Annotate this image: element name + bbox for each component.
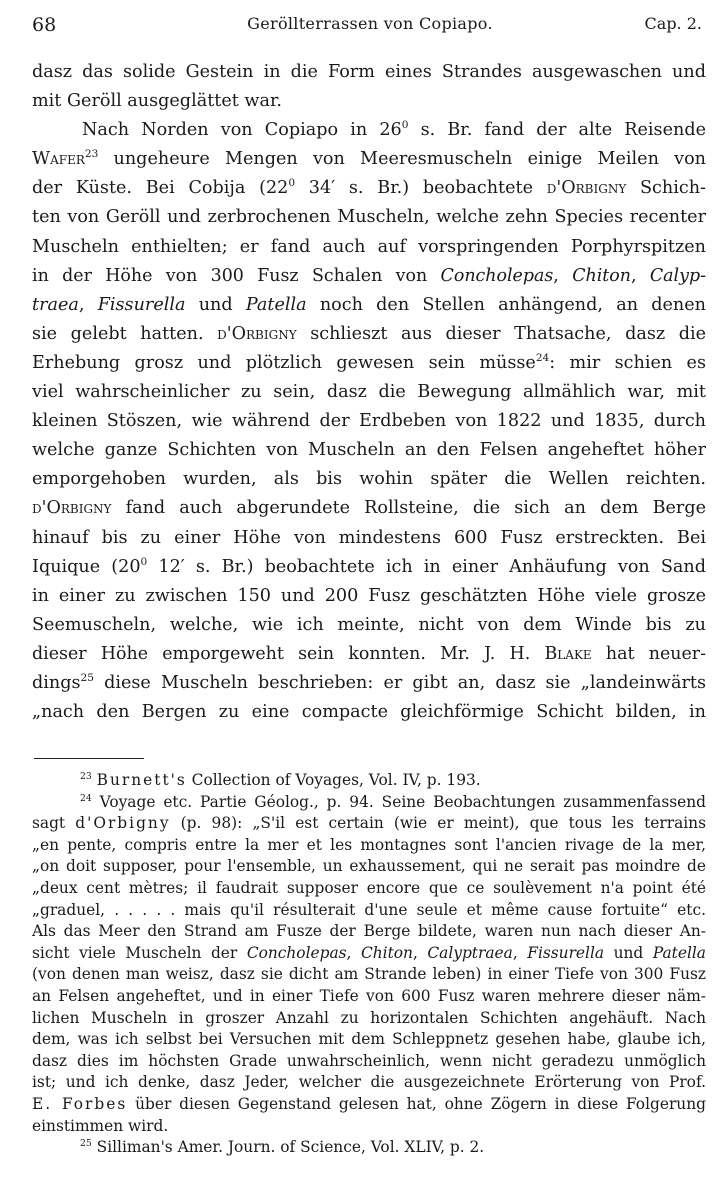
text-line: „nach den Bergen zu eine compacte gleichförmige Schicht bilden, in xyxy=(32,702,706,723)
author-name: d'Orbigny xyxy=(217,323,297,344)
footnotes xyxy=(32,770,706,1159)
footnote-25: $^{25}$ Silliman's Amer. Journ. of Science, Vol. XLIV, p. 2. xyxy=(80,1138,485,1157)
running-title: Geröllterrassen von Copiapo. xyxy=(247,14,493,33)
text-line: Iquique ($20^0$ 12′ s. Br.) beobachtete ich in einer Anhäufung von Sand xyxy=(32,555,706,577)
text-line: Muscheln enthielten; er fand auch auf vorspringenden Porphyrspitzen xyxy=(32,236,706,257)
text-line: kleinen Stöszen, wie während der Erdbeben von 1822 und 1835, durch xyxy=(32,411,706,432)
footnote-line: ist; und ich denke, dasz Jeder, welcher die ausgezeichnete Erörterung von Prof. xyxy=(32,1073,706,1092)
author-name: d'Orbigny xyxy=(32,498,112,519)
footnote-line: „on doit supposer, pour l'ensemble, un exhaussement, qui ne serait pas moindre de xyxy=(32,857,706,876)
author-name: Wafer xyxy=(32,149,85,170)
footnote-line: dasz dies im höchsten Grade unwahrscheinlich, wenn nicht geradezu unmöglich xyxy=(32,1051,706,1070)
text-line: d'Orbigny fand auch abgerundete Rollsteine, die sich an dem Berge xyxy=(32,498,706,519)
footnote-ref: 24 xyxy=(535,352,550,365)
footnote-24: $^{24}$ Voyage etc. Partie Géolog., p. 94. Seine Beobachtungen zusammenfassend xyxy=(80,792,706,811)
running-header xyxy=(32,14,708,42)
page-number: 68 xyxy=(32,14,57,36)
book-page xyxy=(32,0,708,1200)
text-line: ten von Geröll und zerbrochenen Muscheln, welche zehn Species recenter xyxy=(32,207,706,228)
text-line: dieser Höhe emporgeweht sein konnten. Mr. J. H. Blake hat neuer- xyxy=(32,643,706,664)
footnote-divider xyxy=(34,758,144,759)
footnote-line: Als das Meer den Strand am Fusze der Berge bildete, waren nun nach dieser An- xyxy=(32,922,706,941)
footnote-line: dem, was ich selbst bei Versuchen mit dem Schleppnetz gesehen habe, glaube ich, xyxy=(32,1030,706,1049)
footnote-line: „en pente, compris entre la mer et les montagnes sont l'ancien rivage de la mer, xyxy=(32,835,706,854)
text-line: mit Geröll ausgeglättet war. xyxy=(32,91,283,112)
text-line: hinauf bis zu einer Höhe von mindestens 600 Fusz erstreckten. Bei xyxy=(32,527,706,548)
footnote-ref: 23 xyxy=(84,148,99,161)
main-text xyxy=(32,58,706,727)
footnote-line: an Felsen angeheftet, und in einer Tiefe von 600 Fusz waren mehrere dieser näm- xyxy=(32,986,706,1005)
text-line: in einer zu zwischen 150 und 200 Fusz geschätzten Höhe viele grosze xyxy=(32,585,706,606)
text-line: Seemuscheln, welche, wie ich meinte, nicht von dem Winde bis zu xyxy=(32,614,706,635)
footnote-ref: 25 xyxy=(80,672,94,685)
footnote-line: einstimmen wird. xyxy=(32,1116,169,1135)
footnote-line: „deux cent mètres; il faudrait supposer encore que ce soulèvement n'a point été xyxy=(32,878,706,897)
text-line: viel wahrscheinlicher zu sein, dasz die Bewegung allmählich war, mit xyxy=(32,382,706,403)
text-line: welche ganze Schichten von Muscheln an den Felsen angeheftet höher xyxy=(32,440,706,461)
chapter-label: Cap. 2. xyxy=(644,14,702,33)
text-line: Erhebung grosz und plötzlich gewesen sein müsse$^{24}$: mir schien es xyxy=(32,352,706,373)
text-line: Nach Norden von Copiapo in $26^0$ s. Br. fand der alte Reisende xyxy=(82,119,706,141)
text-line: dasz das solide Gestein in die Form eines Strandes ausgewaschen und xyxy=(32,62,706,82)
text-line: in der Höhe von 300 Fusz Schalen von Concholepas, Chiton, Calyp- xyxy=(32,265,706,286)
author-name: d'Orbigny xyxy=(546,178,627,199)
footnote-line: sicht viele Muscheln der Concholepas, Chiton, Calyptraea, Fissurella und Patella xyxy=(32,943,706,962)
footnote-line: (von denen man weisz, dasz sie dicht am Strande leben) in einer Tiefe von 300 Fusz xyxy=(32,965,706,984)
footnote-line: E. Forbes über diesen Gegenstand gelesen hat, ohne Zögern in diese Folgerung xyxy=(32,1094,706,1113)
text-line: der Küste. Bei Cobija ($22^0$ 34′ s. Br.) beobachtete d'Orbigny Schich- xyxy=(32,177,706,199)
text-line: dings$^{25}$ diese Muscheln beschrieben: er gibt an, dasz sie „landeinwärts xyxy=(32,672,706,693)
text-line: sie gelebt hatten. d'Orbigny schlieszt aus dieser Thatsache, dasz die xyxy=(32,323,706,344)
footnote-line: lichen Muscheln in groszer Anzahl zu horizontalen Schichten angehäuft. Nach xyxy=(32,1008,706,1027)
footnote-line: „graduel, . . . . . mais qu'il résulterait d'une seule et même cause fortuite“ etc. xyxy=(32,900,706,919)
text-line: traea, Fissurella und Patella noch den Stellen anhängend, an denen xyxy=(32,294,706,315)
footnote-23: $^{23}$ Burnett's Collection of Voyages, Vol. IV, p. 193. xyxy=(80,771,481,789)
text-line: Wafer$^{23}$ ungeheure Mengen von Meeresmuscheln einige Meilen von xyxy=(32,148,706,170)
footnote-line: sagt d'Orbigny (p. 98): „S'il est certain (wie er meint), que tous les terrains xyxy=(32,814,706,833)
author-name: Blake xyxy=(544,643,592,664)
text-line: emporgehoben wurden, als bis wohin später die Wellen reichten. xyxy=(32,469,706,490)
